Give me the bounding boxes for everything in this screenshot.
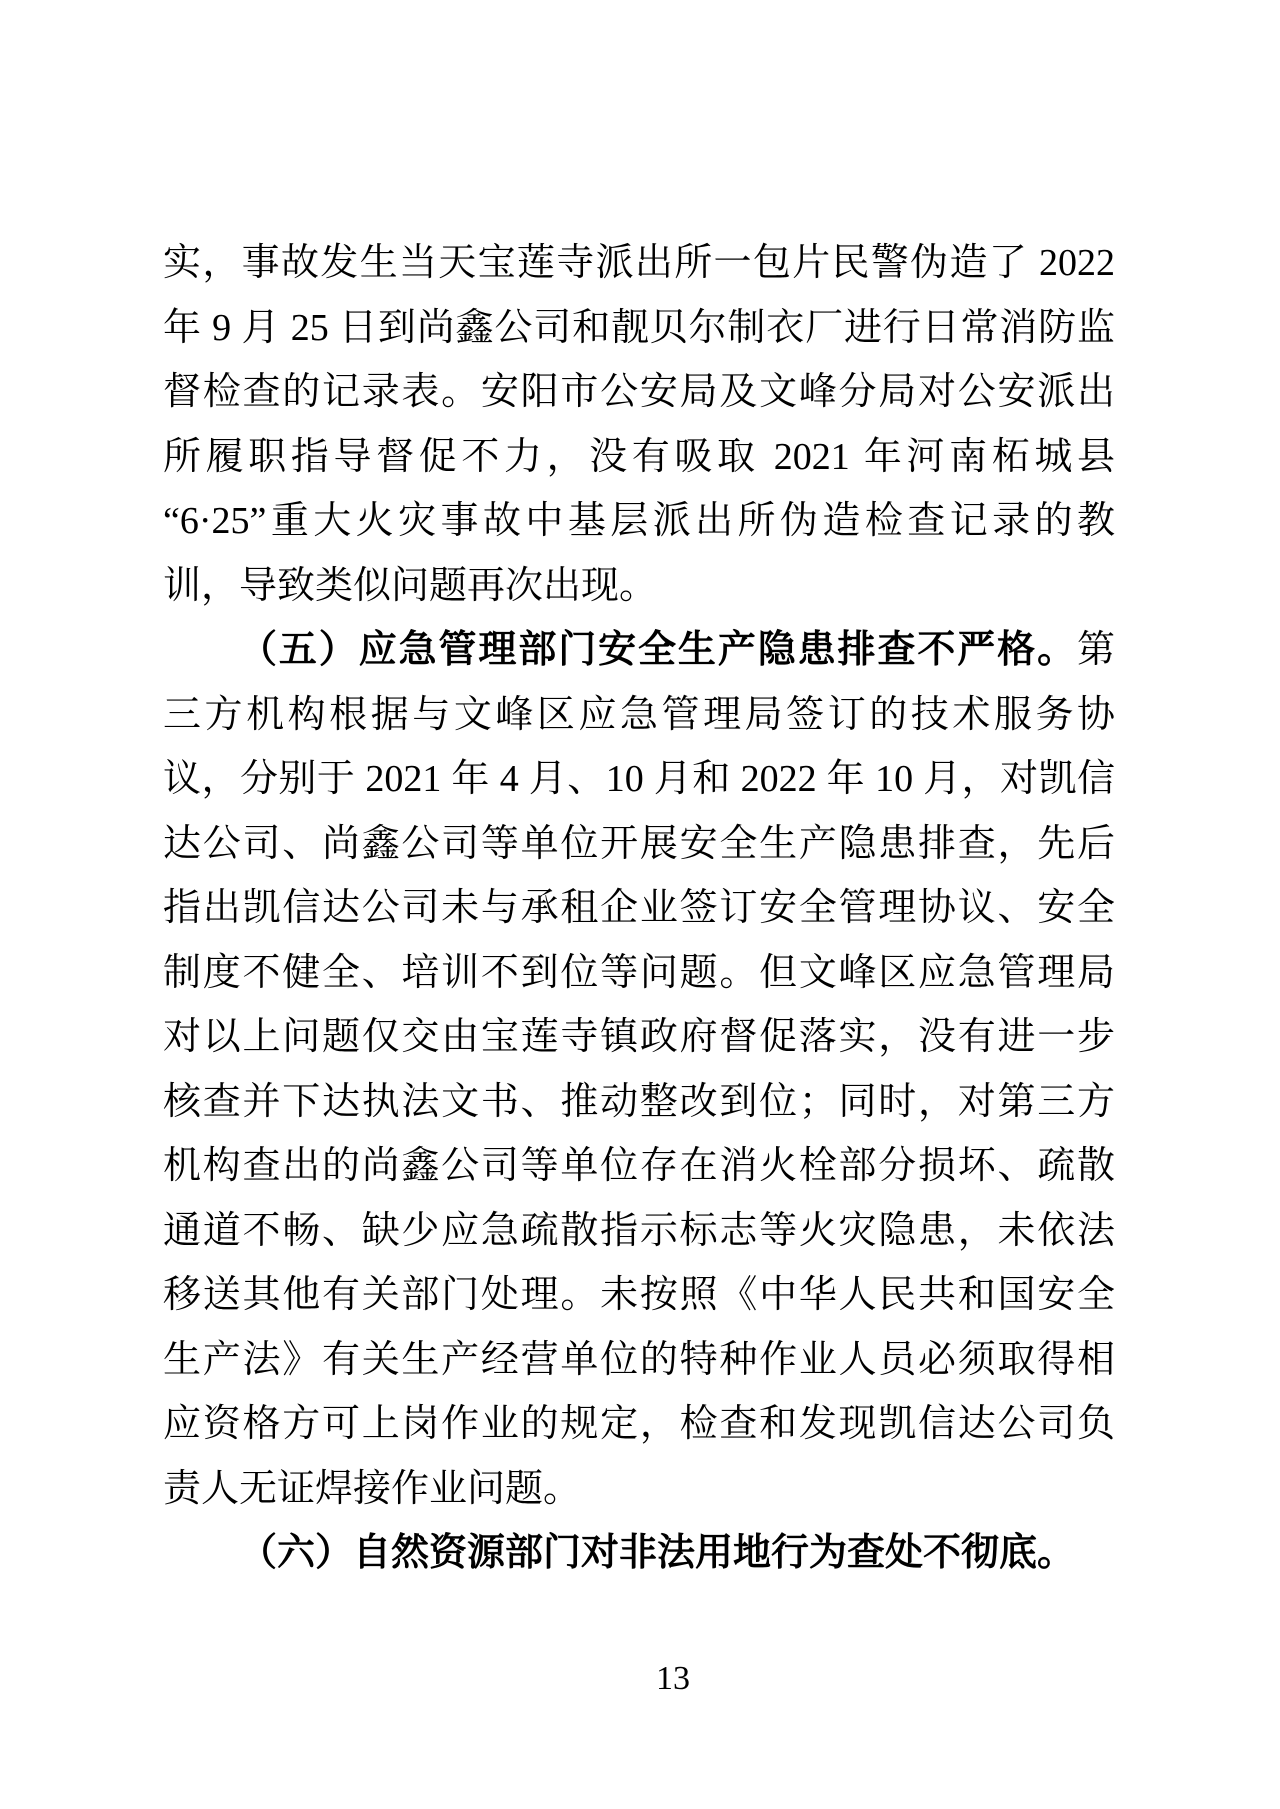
text-segment: 督检查的记录表。安阳市公安局及文峰分局对公安派出 bbox=[163, 371, 1115, 413]
body-line bbox=[163, 941, 1115, 1006]
body-line bbox=[163, 1457, 1115, 1522]
text-segment: 达公司、尚鑫公司等单位开展安全生产隐患排查，先后 bbox=[163, 822, 1115, 865]
body-line bbox=[163, 1199, 1115, 1264]
text-segment: 训，导致类似问题再次出现。 bbox=[163, 564, 658, 607]
body-line bbox=[163, 683, 1115, 748]
body-line bbox=[163, 1070, 1115, 1135]
body-line bbox=[163, 296, 1115, 361]
text-segment: 核查并下达执法文书、推动整改到位；同时，对第三方 bbox=[163, 1080, 1115, 1123]
body-line bbox=[163, 1134, 1115, 1199]
text-segment: 三方机构根据与文峰区应急管理局签订的技术服务协 bbox=[163, 693, 1115, 736]
page-number: 13 bbox=[656, 1660, 690, 1697]
body-line bbox=[163, 747, 1115, 812]
body-line bbox=[163, 1263, 1115, 1328]
text-segment: 移送其他有关部门处理。未按照《中华人民共和国安全 bbox=[163, 1274, 1115, 1316]
section-heading-line bbox=[163, 618, 1115, 683]
body-line bbox=[163, 1005, 1115, 1070]
section-heading-line bbox=[163, 1521, 1115, 1586]
text-segment: 责人无证焊接作业问题。 bbox=[163, 1467, 582, 1510]
body-line bbox=[163, 812, 1115, 877]
text-segment: 实，事故发生当天宝莲寺派出所一包片民警伪造了 2022 bbox=[163, 242, 1115, 284]
body-line bbox=[163, 554, 1115, 619]
text-segment: 议，分别于 2021 年 4 月、10 月和 2022 年 10 月，对凯信 bbox=[163, 758, 1115, 800]
body-line bbox=[163, 876, 1115, 941]
text-segment: 年 9 月 25 日到尚鑫公司和靓贝尔制衣厂进行日常消防监 bbox=[163, 306, 1115, 349]
text-segment: 通道不畅、缺少应急疏散指示标志等火灾隐患，未依法 bbox=[163, 1209, 1115, 1252]
body-line bbox=[163, 425, 1115, 490]
text-segment: 机构查出的尚鑫公司等单位存在消火栓部分损坏、疏散 bbox=[163, 1145, 1115, 1187]
heading-segment: （六）自然资源部门对非法用地行为查处不彻底。 bbox=[239, 1532, 1076, 1574]
body-line bbox=[163, 231, 1115, 296]
document-body bbox=[163, 231, 1115, 1586]
body-line bbox=[163, 1392, 1115, 1457]
body-line bbox=[163, 1328, 1115, 1393]
text-segment: 应资格方可上岗作业的规定，检查和发现凯信达公司负 bbox=[163, 1403, 1115, 1445]
text-segment: “6·25”重大火灾事故中基层派出所伪造检查记录的教 bbox=[163, 500, 1115, 542]
heading-segment: （五）应急管理部门安全生产隐患排查不严格。 bbox=[239, 629, 1077, 671]
text-segment: 所履职指导督促不力，没有吸取 2021 年河南柘城县 bbox=[163, 435, 1115, 478]
text-segment: 制度不健全、培训不到位等问题。但文峰区应急管理局 bbox=[163, 951, 1115, 994]
text-segment: 对以上问题仅交由宝莲寺镇政府督促落实，没有进一步 bbox=[163, 1016, 1115, 1058]
body-line bbox=[163, 360, 1115, 425]
text-segment: 指出凯信达公司未与承租企业签订安全管理协议、安全 bbox=[163, 887, 1115, 929]
body-line bbox=[163, 489, 1115, 554]
text-segment: 生产法》有关生产经营单位的特种作业人员必须取得相 bbox=[163, 1338, 1115, 1381]
text-segment: 第 bbox=[1076, 629, 1115, 671]
